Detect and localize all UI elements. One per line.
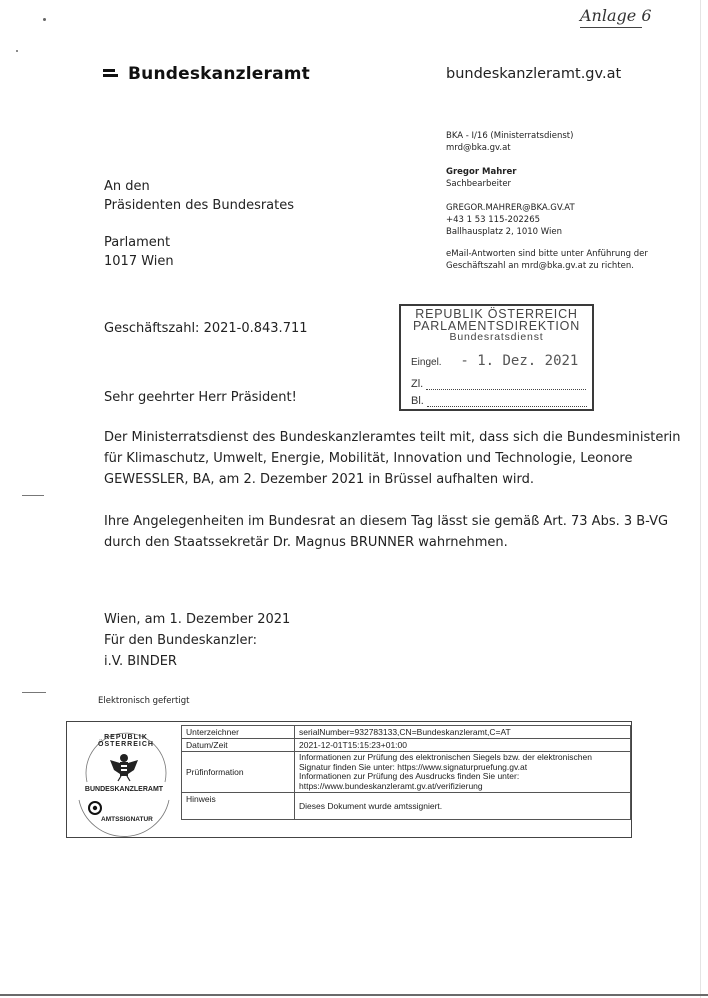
sender-role: Sachbearbeiter <box>446 179 512 189</box>
official-seal <box>67 722 181 837</box>
seal-arc-text: REPUBLIK ÖSTERREICH <box>98 734 154 748</box>
at-sign-icon <box>89 802 101 814</box>
stamp-line: Bundesratsdienst <box>449 331 544 343</box>
signature-value <box>295 752 631 793</box>
verification-line: https://www.bundeskanzleramt.gv.at/verifizierung <box>299 780 483 791</box>
reference-number: Geschäftszahl: 2021-0.843.711 <box>104 321 308 336</box>
signature-row <box>182 793 631 820</box>
zl-field <box>426 388 586 390</box>
bl-field <box>427 405 587 407</box>
signature-block <box>66 721 632 838</box>
closing-block <box>104 609 290 672</box>
scan-speck <box>16 50 18 52</box>
signature-label: Prüfinformation <box>182 752 295 793</box>
paragraph-line: durch den Staatssekretär Dr. Magnus BRUNNER wahrnehmen. <box>104 535 508 550</box>
received-stamp <box>399 304 594 411</box>
handwritten-annotation <box>580 6 652 28</box>
stamp-line: REPUBLIK ÖSTERREICH <box>415 307 578 321</box>
verification-line: Signatur finden Sie unter: https://www.signaturpruefung.gv.at <box>299 761 528 772</box>
paragraph-line: Der Ministerratsdienst des Bundeskanzleramtes teilt mit, dass sich die Bundesministerin <box>104 430 681 445</box>
signature-row <box>182 726 631 739</box>
reply-note: eMail-Antworten sind bitte unter Anführung der <box>446 249 648 259</box>
sender-name: Gregor Mahrer <box>446 167 517 177</box>
sender-department-email: mrd@bka.gv.at <box>446 143 511 153</box>
reply-note: Geschäftszahl an mrd@bka.gv.at zu richten. <box>446 261 634 271</box>
handwritten-underline <box>580 27 642 28</box>
sender-block <box>446 130 676 272</box>
signature-label: Unterzeichner <box>182 726 295 739</box>
paragraph-line: Ihre Angelegenheiten im Bundesrat an diesem Tag lässt sie gemäß Art. 73 Abs. 3 B-VG <box>104 514 669 529</box>
signature-table <box>181 725 631 820</box>
stamp-received-row <box>411 353 578 369</box>
bl-label: Bl. <box>411 395 424 407</box>
verification-line: Informationen zur Prüfung des Ausdrucks finden Sie unter: <box>299 771 520 781</box>
website-url: bundeskanzleramt.gv.at <box>446 66 622 82</box>
verification-line: Informationen zur Prüfung des elektronischen Siegels bzw. der elektronischen <box>299 752 592 762</box>
closing-place-date: Wien, am 1. Dezember 2021 <box>104 612 291 627</box>
signature-value: 2021-12-01T15:15:23+01:00 <box>295 739 631 752</box>
electronic-note: Elektronisch gefertigt <box>98 696 190 706</box>
stamp-header <box>401 308 592 343</box>
zl-label: Zl. <box>411 378 424 390</box>
sender-department: BKA - I/16 (Ministerratsdienst) <box>446 131 574 141</box>
received-label: Eingel. <box>411 357 442 368</box>
paragraph-line: für Klimaschutz, Umwelt, Energie, Mobilität, Innovation und Technologie, Leonore <box>104 451 633 466</box>
recipient-line: Parlament <box>104 235 171 250</box>
closing-signer: i.V. BINDER <box>104 654 177 669</box>
seal-name: BUNDESKANZLERAMT <box>84 786 164 793</box>
received-date: - 1. Dez. 2021 <box>460 353 579 369</box>
sender-phone: +43 1 53 115-202265 <box>446 215 541 225</box>
recipient-line: Präsidenten des Bundesrates <box>104 198 295 213</box>
paragraph-1 <box>104 427 681 490</box>
brand-header <box>103 64 310 84</box>
signature-row <box>182 739 631 752</box>
signature-value: Dieses Dokument wurde amtssigniert. <box>295 793 631 820</box>
stamp-line: PARLAMENTSDIREKTION <box>412 319 581 333</box>
signature-label: Datum/Zeit <box>182 739 295 752</box>
fold-mark <box>22 692 46 693</box>
page-right-edge <box>700 0 701 998</box>
stamp-bl-row <box>411 395 587 407</box>
handwritten-text: Anlage 6 <box>580 6 652 25</box>
sender-email: GREGOR.MAHRER@BKA.GV.AT <box>446 203 575 213</box>
stamp-zl-row <box>411 378 586 390</box>
salutation: Sehr geehrter Herr Präsident! <box>104 390 297 405</box>
brand-name: Bundeskanzleramt <box>128 64 311 84</box>
recipient-line: An den <box>104 179 150 194</box>
signature-row <box>182 752 631 793</box>
scan-speck <box>43 18 46 21</box>
eagle-icon <box>110 754 138 781</box>
signature-label: Hinweis <box>182 793 295 820</box>
bka-logo-icon <box>103 69 118 79</box>
sender-address: Ballhausplatz 2, 1010 Wien <box>446 227 562 237</box>
seal-label: AMTSSIGNATUR <box>101 816 153 823</box>
signature-value: serialNumber=932783133,CN=Bundeskanzleramt,C=AT <box>295 726 631 739</box>
closing-for-line: Für den Bundeskanzler: <box>104 633 257 648</box>
recipient-line: 1017 Wien <box>104 254 174 269</box>
paragraph-line: GEWESSLER, BA, am 2. Dezember 2021 in Brüssel aufhalten wird. <box>104 472 535 487</box>
recipient-address <box>104 177 294 271</box>
page-bottom-edge <box>0 994 708 996</box>
fold-mark <box>22 495 44 496</box>
paragraph-2 <box>104 511 668 553</box>
